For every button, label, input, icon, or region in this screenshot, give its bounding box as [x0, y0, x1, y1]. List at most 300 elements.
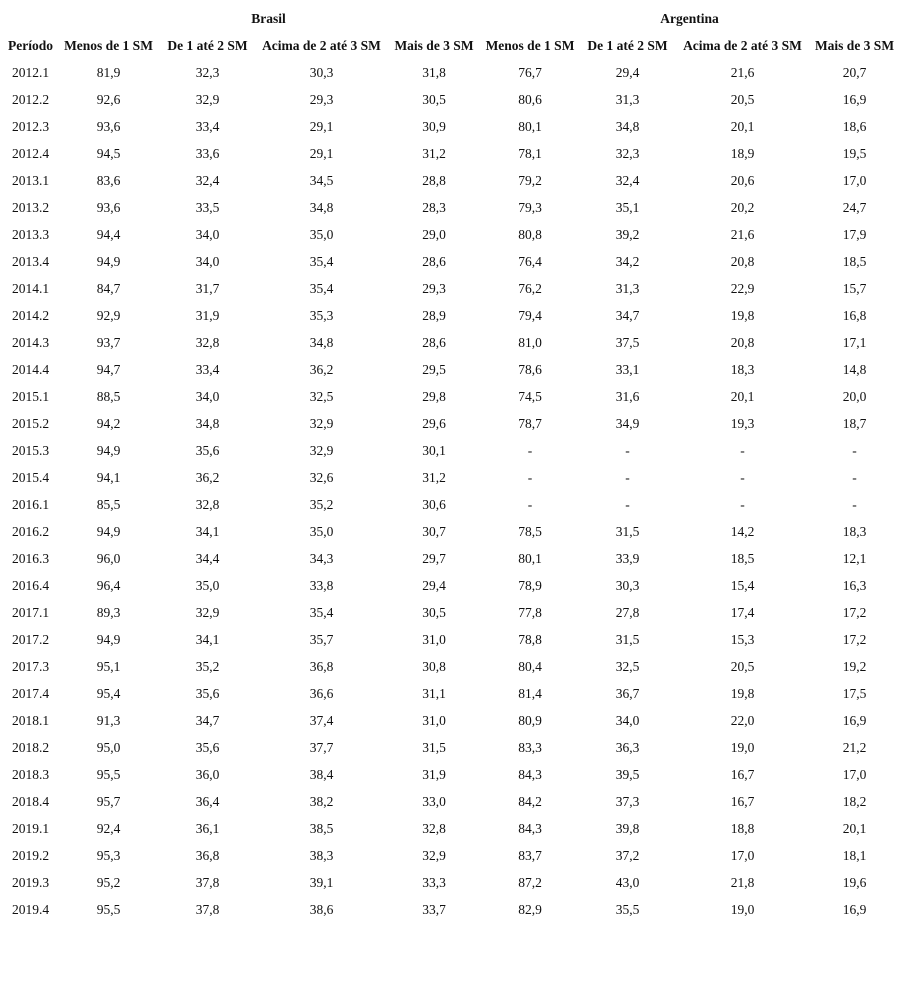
brasil-1-2sm-cell: 34,1 — [195, 631, 220, 647]
table-row — [4, 302, 899, 329]
argentina-mais-3sm-cell: 14,8 — [842, 361, 867, 377]
argentina-menos-1sm-cell: 80,9 — [518, 712, 542, 728]
brasil-menos-1sm-cell: 81,9 — [96, 64, 121, 80]
brasil-menos-1sm-cell: 91,3 — [96, 712, 121, 728]
argentina-1-2sm-cell: 36,3 — [615, 739, 640, 755]
table-row — [4, 194, 899, 221]
brasil-mais-3sm-cell: 28,6 — [422, 253, 446, 269]
brasil-menos-1sm-cell: 95,2 — [96, 874, 121, 890]
table-row — [4, 680, 899, 707]
table-row — [4, 59, 899, 86]
argentina-mais-3sm-cell: 17,0 — [842, 766, 867, 782]
argentina-mais-3sm-cell: 16,8 — [842, 307, 867, 323]
brasil-mais-3sm-cell: 31,0 — [422, 631, 446, 647]
table-row — [4, 437, 899, 464]
periodo-cell: 2013.3 — [11, 226, 50, 242]
argentina-mais-3sm-cell: 17,2 — [842, 631, 867, 647]
brasil-2-3sm-cell: 30,3 — [309, 64, 334, 80]
brasil-1-2sm-cell: 37,8 — [195, 874, 220, 890]
brasil-menos-1sm-cell: 93,6 — [96, 199, 121, 215]
argentina-1-2sm-cell: 36,7 — [615, 685, 640, 701]
argentina-menos-1sm-cell: 81,4 — [518, 685, 542, 701]
brasil-mais-3sm-cell: 29,6 — [422, 415, 446, 431]
argentina-2-3sm-cell: 14,2 — [730, 523, 755, 539]
brasil-menos-1sm-cell: 88,5 — [96, 388, 121, 404]
argentina-2-3sm-cell: 20,8 — [730, 334, 755, 350]
brasil-2-3sm-cell: 35,0 — [309, 523, 334, 539]
brasil-mais-3sm-cell: 29,7 — [422, 550, 446, 566]
periodo-cell: 2017.3 — [11, 658, 50, 674]
brasil-1-2sm-cell: 34,0 — [195, 388, 220, 404]
periodo-cell: 2016.3 — [11, 550, 50, 566]
table-row — [4, 815, 899, 842]
argentina-menos-1sm-cell: 78,7 — [518, 415, 542, 431]
column-header-brasil-2-3sm: Acima de 2 até 3 SM — [262, 37, 381, 53]
brasil-mais-3sm-cell: 32,8 — [422, 820, 446, 836]
brasil-menos-1sm-cell: 92,6 — [96, 91, 121, 107]
argentina-mais-3sm-cell: 19,5 — [842, 145, 867, 161]
argentina-menos-1sm-cell: 84,3 — [518, 766, 542, 782]
periodo-cell: 2014.4 — [11, 361, 50, 377]
table-row — [4, 140, 899, 167]
brasil-2-3sm-cell: 29,1 — [309, 118, 334, 134]
argentina-1-2sm-cell: 34,0 — [615, 712, 640, 728]
argentina-2-3sm-cell: 18,8 — [730, 820, 755, 836]
argentina-2-3sm-cell: 19,0 — [730, 901, 755, 917]
brasil-2-3sm-cell: 37,7 — [309, 739, 334, 755]
argentina-mais-3sm-cell: 21,2 — [842, 739, 867, 755]
argentina-mais-3sm-cell: 24,7 — [842, 199, 867, 215]
brasil-menos-1sm-cell: 83,6 — [96, 172, 121, 188]
argentina-2-3sm-cell: 20,5 — [730, 658, 755, 674]
argentina-2-3sm-cell: - — [740, 496, 745, 512]
periodo-cell: 2015.1 — [11, 388, 50, 404]
periodo-cell: 2016.2 — [11, 523, 50, 539]
periodo-cell: 2019.1 — [11, 820, 50, 836]
argentina-menos-1sm-cell: 84,3 — [518, 820, 542, 836]
brasil-2-3sm-cell: 38,5 — [309, 820, 334, 836]
brasil-mais-3sm-cell: 28,8 — [422, 172, 446, 188]
brasil-menos-1sm-cell: 94,4 — [96, 226, 121, 242]
periodo-cell: 2012.4 — [11, 145, 50, 161]
brasil-1-2sm-cell: 36,4 — [195, 793, 220, 809]
argentina-menos-1sm-cell: 80,6 — [518, 91, 542, 107]
table-row — [4, 572, 899, 599]
periodo-cell: 2013.1 — [11, 172, 50, 188]
brasil-2-3sm-cell: 35,0 — [309, 226, 334, 242]
brasil-2-3sm-cell: 32,9 — [309, 442, 334, 458]
argentina-menos-1sm-cell: - — [527, 442, 533, 458]
brasil-1-2sm-cell: 34,0 — [195, 253, 220, 269]
argentina-mais-3sm-cell: - — [852, 442, 857, 458]
argentina-menos-1sm-cell: 79,2 — [518, 172, 542, 188]
brasil-2-3sm-cell: 36,2 — [309, 361, 334, 377]
argentina-2-3sm-cell: 16,7 — [730, 793, 755, 809]
argentina-mais-3sm-cell: 19,2 — [842, 658, 867, 674]
argentina-menos-1sm-cell: 76,2 — [518, 280, 542, 296]
brasil-2-3sm-cell: 35,4 — [309, 280, 334, 296]
periodo-cell: 2019.4 — [11, 901, 50, 917]
table-row — [4, 86, 899, 113]
argentina-1-2sm-cell: 34,9 — [615, 415, 640, 431]
brasil-mais-3sm-cell: 30,8 — [422, 658, 446, 674]
brasil-mais-3sm-cell: 28,9 — [422, 307, 446, 323]
argentina-1-2sm-cell: 43,0 — [615, 874, 640, 890]
brasil-2-3sm-cell: 39,1 — [309, 874, 334, 890]
table-header — [4, 5, 899, 59]
brasil-mais-3sm-cell: 30,5 — [422, 604, 446, 620]
argentina-2-3sm-cell: 22,9 — [730, 280, 755, 296]
periodo-cell: 2019.3 — [11, 874, 50, 890]
brasil-menos-1sm-cell: 93,6 — [96, 118, 121, 134]
argentina-2-3sm-cell: 18,5 — [730, 550, 755, 566]
table-row — [4, 113, 899, 140]
brasil-2-3sm-cell: 29,1 — [309, 145, 334, 161]
table-row — [4, 788, 899, 815]
argentina-mais-3sm-cell: 17,0 — [842, 172, 867, 188]
brasil-1-2sm-cell: 35,6 — [195, 442, 220, 458]
table-row — [4, 248, 899, 275]
argentina-1-2sm-cell: 27,8 — [615, 604, 640, 620]
argentina-1-2sm-cell: - — [625, 442, 630, 458]
periodo-cell: 2012.1 — [11, 64, 50, 80]
argentina-mais-3sm-cell: 20,1 — [842, 820, 867, 836]
brasil-2-3sm-cell: 36,6 — [309, 685, 334, 701]
brasil-2-3sm-cell: 35,7 — [309, 631, 334, 647]
periodo-cell: 2018.4 — [11, 793, 50, 809]
brasil-1-2sm-cell: 36,1 — [195, 820, 220, 836]
table-row — [4, 842, 899, 869]
table-row — [4, 410, 899, 437]
argentina-mais-3sm-cell: 17,1 — [842, 334, 867, 350]
argentina-mais-3sm-cell: 16,9 — [842, 901, 867, 917]
brasil-1-2sm-cell: 32,4 — [195, 172, 220, 188]
brasil-1-2sm-cell: 34,0 — [195, 226, 220, 242]
table-row — [4, 356, 899, 383]
argentina-2-3sm-cell: 21,6 — [730, 64, 755, 80]
brasil-1-2sm-cell: 31,9 — [195, 307, 220, 323]
brasil-1-2sm-cell: 34,7 — [195, 712, 220, 728]
argentina-mais-3sm-cell: 18,7 — [842, 415, 867, 431]
argentina-mais-3sm-cell: 15,7 — [842, 280, 867, 296]
argentina-1-2sm-cell: 31,3 — [615, 280, 640, 296]
brasil-menos-1sm-cell: 95,0 — [96, 739, 121, 755]
brasil-menos-1sm-cell: 95,5 — [96, 901, 121, 917]
brasil-1-2sm-cell: 34,4 — [195, 550, 220, 566]
brasil-1-2sm-cell: 36,2 — [195, 469, 220, 485]
brasil-2-3sm-cell: 32,9 — [309, 415, 334, 431]
argentina-menos-1sm-cell: 80,8 — [518, 226, 542, 242]
brasil-2-3sm-cell: 35,4 — [309, 604, 334, 620]
argentina-menos-1sm-cell: 79,3 — [518, 199, 542, 215]
column-header-argentina-2-3sm: Acima de 2 até 3 SM — [683, 37, 802, 53]
column-header-argentina-1-2sm: De 1 até 2 SM — [587, 37, 668, 53]
periodo-cell: 2016.4 — [11, 577, 50, 593]
table-row — [4, 545, 899, 572]
argentina-2-3sm-cell: 17,4 — [730, 604, 755, 620]
brasil-1-2sm-cell: 33,5 — [195, 199, 220, 215]
brasil-2-3sm-cell: 38,4 — [309, 766, 334, 782]
brasil-2-3sm-cell: 34,8 — [309, 334, 334, 350]
brasil-mais-3sm-cell: 30,5 — [422, 91, 446, 107]
argentina-1-2sm-cell: 39,2 — [615, 226, 640, 242]
table-row — [4, 329, 899, 356]
brasil-mais-3sm-cell: 33,0 — [422, 793, 446, 809]
periodo-cell: 2015.2 — [11, 415, 50, 431]
table-row — [4, 896, 899, 923]
argentina-2-3sm-cell: 22,0 — [730, 712, 755, 728]
argentina-menos-1sm-cell: - — [527, 469, 533, 485]
argentina-1-2sm-cell: 31,3 — [615, 91, 640, 107]
table-row — [4, 734, 899, 761]
brasil-2-3sm-cell: 34,3 — [309, 550, 334, 566]
argentina-menos-1sm-cell: 76,7 — [518, 64, 542, 80]
periodo-cell: 2014.2 — [11, 307, 50, 323]
argentina-2-3sm-cell: 17,0 — [730, 847, 755, 863]
argentina-1-2sm-cell: 33,9 — [615, 550, 640, 566]
argentina-mais-3sm-cell: 17,2 — [842, 604, 867, 620]
brasil-1-2sm-cell: 35,2 — [195, 658, 220, 674]
brasil-2-3sm-cell: 38,6 — [309, 901, 334, 917]
argentina-2-3sm-cell: 20,1 — [730, 118, 755, 134]
periodo-cell: 2014.1 — [11, 280, 50, 296]
brasil-mais-3sm-cell: 30,1 — [422, 442, 446, 458]
argentina-1-2sm-cell: 39,8 — [615, 820, 640, 836]
argentina-1-2sm-cell: 32,3 — [615, 145, 640, 161]
brasil-mais-3sm-cell: 29,8 — [422, 388, 446, 404]
argentina-menos-1sm-cell: 81,0 — [518, 334, 542, 350]
brasil-2-3sm-cell: 32,6 — [309, 469, 334, 485]
periodo-cell: 2013.4 — [11, 253, 50, 269]
argentina-1-2sm-cell: 31,6 — [615, 388, 640, 404]
argentina-mais-3sm-cell: - — [852, 469, 857, 485]
argentina-1-2sm-cell: 32,4 — [615, 172, 640, 188]
brasil-menos-1sm-cell: 95,3 — [96, 847, 121, 863]
group-header-row — [4, 5, 899, 32]
table-row — [4, 221, 899, 248]
table-row — [4, 383, 899, 410]
argentina-2-3sm-cell: - — [740, 442, 745, 458]
table-row — [4, 599, 899, 626]
brasil-mais-3sm-cell: 29,3 — [422, 280, 446, 296]
table-row — [4, 653, 899, 680]
group-header-argentina: Argentina — [660, 10, 719, 26]
brasil-menos-1sm-cell: 89,3 — [96, 604, 121, 620]
argentina-menos-1sm-cell: 83,7 — [518, 847, 542, 863]
table-row — [4, 626, 899, 653]
brasil-1-2sm-cell: 36,0 — [195, 766, 220, 782]
column-header-brasil-1-2sm: De 1 até 2 SM — [167, 37, 248, 53]
periodo-cell: 2016.1 — [11, 496, 50, 512]
brasil-1-2sm-cell: 33,4 — [195, 118, 220, 134]
data-table — [4, 5, 899, 923]
argentina-menos-1sm-cell: 78,1 — [518, 145, 542, 161]
argentina-mais-3sm-cell: 16,9 — [842, 91, 867, 107]
argentina-2-3sm-cell: 20,8 — [730, 253, 755, 269]
brasil-1-2sm-cell: 35,6 — [195, 685, 220, 701]
argentina-2-3sm-cell: 16,7 — [730, 766, 755, 782]
table-row — [4, 167, 899, 194]
argentina-mais-3sm-cell: 18,3 — [842, 523, 867, 539]
argentina-menos-1sm-cell: 84,2 — [518, 793, 542, 809]
brasil-mais-3sm-cell: 28,3 — [422, 199, 446, 215]
argentina-2-3sm-cell: 15,4 — [730, 577, 755, 593]
argentina-mais-3sm-cell: 18,1 — [842, 847, 867, 863]
group-header-brasil: Brasil — [251, 10, 286, 26]
brasil-mais-3sm-cell: 31,1 — [422, 685, 446, 701]
column-header-row — [4, 32, 899, 59]
brasil-1-2sm-cell: 31,7 — [195, 280, 220, 296]
brasil-mais-3sm-cell: 29,4 — [422, 577, 446, 593]
argentina-mais-3sm-cell: 20,0 — [842, 388, 867, 404]
argentina-1-2sm-cell: 33,1 — [615, 361, 640, 377]
brasil-1-2sm-cell: 37,8 — [195, 901, 220, 917]
brasil-1-2sm-cell: 35,0 — [195, 577, 220, 593]
brasil-2-3sm-cell: 35,3 — [309, 307, 334, 323]
brasil-2-3sm-cell: 37,4 — [309, 712, 334, 728]
argentina-2-3sm-cell: 19,3 — [730, 415, 755, 431]
brasil-1-2sm-cell: 32,8 — [195, 334, 220, 350]
argentina-2-3sm-cell: 18,9 — [730, 145, 755, 161]
argentina-mais-3sm-cell: - — [852, 496, 857, 512]
column-header-brasil-mais-3sm: Mais de 3 SM — [394, 37, 474, 53]
argentina-1-2sm-cell: 32,5 — [615, 658, 640, 674]
brasil-mais-3sm-cell: 31,9 — [422, 766, 446, 782]
brasil-menos-1sm-cell: 94,9 — [96, 442, 121, 458]
periodo-cell: 2017.2 — [11, 631, 50, 647]
argentina-1-2sm-cell: 29,4 — [615, 64, 640, 80]
brasil-menos-1sm-cell: 94,9 — [96, 523, 121, 539]
argentina-menos-1sm-cell: 79,4 — [518, 307, 542, 323]
table-body — [4, 59, 899, 923]
argentina-menos-1sm-cell: 78,9 — [518, 577, 542, 593]
argentina-1-2sm-cell: - — [625, 496, 630, 512]
brasil-2-3sm-cell: 35,2 — [309, 496, 334, 512]
brasil-1-2sm-cell: 32,3 — [195, 64, 220, 80]
column-header-periodo: Período — [8, 37, 53, 53]
brasil-1-2sm-cell: 34,8 — [195, 415, 220, 431]
brasil-mais-3sm-cell: 31,5 — [422, 739, 446, 755]
periodo-cell: 2017.1 — [11, 604, 50, 620]
argentina-1-2sm-cell: 34,7 — [615, 307, 640, 323]
periodo-cell: 2019.2 — [11, 847, 50, 863]
argentina-2-3sm-cell: 20,5 — [730, 91, 755, 107]
brasil-mais-3sm-cell: 33,7 — [422, 901, 446, 917]
periodo-cell: 2014.3 — [11, 334, 50, 350]
argentina-menos-1sm-cell: 78,6 — [518, 361, 542, 377]
brasil-2-3sm-cell: 38,2 — [309, 793, 334, 809]
brasil-2-3sm-cell: 34,5 — [309, 172, 334, 188]
brasil-menos-1sm-cell: 95,5 — [96, 766, 121, 782]
argentina-mais-3sm-cell: 16,3 — [842, 577, 867, 593]
argentina-menos-1sm-cell: 87,2 — [518, 874, 542, 890]
argentina-2-3sm-cell: 18,3 — [730, 361, 755, 377]
brasil-mais-3sm-cell: 28,6 — [422, 334, 446, 350]
periodo-cell: 2013.2 — [11, 199, 50, 215]
brasil-menos-1sm-cell: 94,2 — [96, 415, 121, 431]
periodo-cell: 2012.2 — [11, 91, 50, 107]
argentina-menos-1sm-cell: 77,8 — [518, 604, 542, 620]
brasil-2-3sm-cell: 32,5 — [309, 388, 334, 404]
brasil-mais-3sm-cell: 31,8 — [422, 64, 446, 80]
brasil-mais-3sm-cell: 31,0 — [422, 712, 446, 728]
argentina-mais-3sm-cell: 17,9 — [842, 226, 867, 242]
argentina-menos-1sm-cell: 80,1 — [518, 118, 542, 134]
brasil-1-2sm-cell: 33,6 — [195, 145, 220, 161]
brasil-mais-3sm-cell: 32,9 — [422, 847, 446, 863]
argentina-2-3sm-cell: 20,2 — [730, 199, 755, 215]
argentina-menos-1sm-cell: 82,9 — [518, 901, 542, 917]
brasil-menos-1sm-cell: 94,9 — [96, 253, 121, 269]
brasil-mais-3sm-cell: 29,0 — [422, 226, 446, 242]
brasil-mais-3sm-cell: 30,6 — [422, 496, 446, 512]
argentina-1-2sm-cell: 37,5 — [615, 334, 640, 350]
group-header-blank — [4, 5, 57, 32]
argentina-1-2sm-cell: 31,5 — [615, 631, 640, 647]
argentina-mais-3sm-cell: 16,9 — [842, 712, 867, 728]
argentina-2-3sm-cell: 19,8 — [730, 307, 755, 323]
brasil-mais-3sm-cell: 33,3 — [422, 874, 446, 890]
argentina-2-3sm-cell: 20,1 — [730, 388, 755, 404]
argentina-2-3sm-cell: 21,8 — [730, 874, 755, 890]
brasil-menos-1sm-cell: 95,4 — [96, 685, 121, 701]
brasil-menos-1sm-cell: 92,4 — [96, 820, 121, 836]
brasil-2-3sm-cell: 29,3 — [309, 91, 334, 107]
column-header-argentina-mais-3sm: Mais de 3 SM — [814, 37, 895, 53]
argentina-menos-1sm-cell: 80,1 — [518, 550, 542, 566]
column-header-brasil-menos-1sm: Menos de 1 SM — [64, 37, 153, 53]
argentina-mais-3sm-cell: 18,5 — [842, 253, 867, 269]
brasil-menos-1sm-cell: 95,7 — [96, 793, 121, 809]
argentina-menos-1sm-cell: 76,4 — [518, 253, 542, 269]
brasil-menos-1sm-cell: 92,9 — [96, 307, 121, 323]
brasil-menos-1sm-cell: 94,5 — [96, 145, 121, 161]
table-row — [4, 707, 899, 734]
argentina-1-2sm-cell: 34,2 — [615, 253, 640, 269]
argentina-menos-1sm-cell: 83,3 — [518, 739, 542, 755]
brasil-mais-3sm-cell: 30,7 — [422, 523, 446, 539]
argentina-menos-1sm-cell: 80,4 — [518, 658, 542, 674]
brasil-menos-1sm-cell: 94,7 — [96, 361, 121, 377]
argentina-1-2sm-cell: 37,3 — [615, 793, 640, 809]
table-row — [4, 869, 899, 896]
argentina-2-3sm-cell: 21,6 — [730, 226, 755, 242]
brasil-mais-3sm-cell: 30,9 — [422, 118, 446, 134]
brasil-menos-1sm-cell: 94,1 — [96, 469, 121, 485]
argentina-1-2sm-cell: 39,5 — [615, 766, 640, 782]
brasil-1-2sm-cell: 34,1 — [195, 523, 220, 539]
argentina-2-3sm-cell: 19,0 — [730, 739, 755, 755]
brasil-1-2sm-cell: 35,6 — [195, 739, 220, 755]
argentina-1-2sm-cell: - — [625, 469, 630, 485]
brasil-2-3sm-cell: 34,8 — [309, 199, 334, 215]
brasil-2-3sm-cell: 33,8 — [309, 577, 334, 593]
brasil-1-2sm-cell: 36,8 — [195, 847, 220, 863]
brasil-1-2sm-cell: 32,9 — [195, 604, 220, 620]
periodo-cell: 2018.1 — [11, 712, 50, 728]
argentina-1-2sm-cell: 37,2 — [615, 847, 640, 863]
argentina-1-2sm-cell: 35,5 — [615, 901, 640, 917]
periodo-cell: 2015.4 — [11, 469, 50, 485]
brasil-mais-3sm-cell: 31,2 — [422, 145, 446, 161]
periodo-cell: 2017.4 — [11, 685, 50, 701]
table-row — [4, 275, 899, 302]
table-row — [4, 518, 899, 545]
brasil-menos-1sm-cell: 96,4 — [96, 577, 121, 593]
argentina-2-3sm-cell: 19,8 — [730, 685, 755, 701]
argentina-menos-1sm-cell: - — [527, 496, 533, 512]
argentina-1-2sm-cell: 35,1 — [615, 199, 640, 215]
